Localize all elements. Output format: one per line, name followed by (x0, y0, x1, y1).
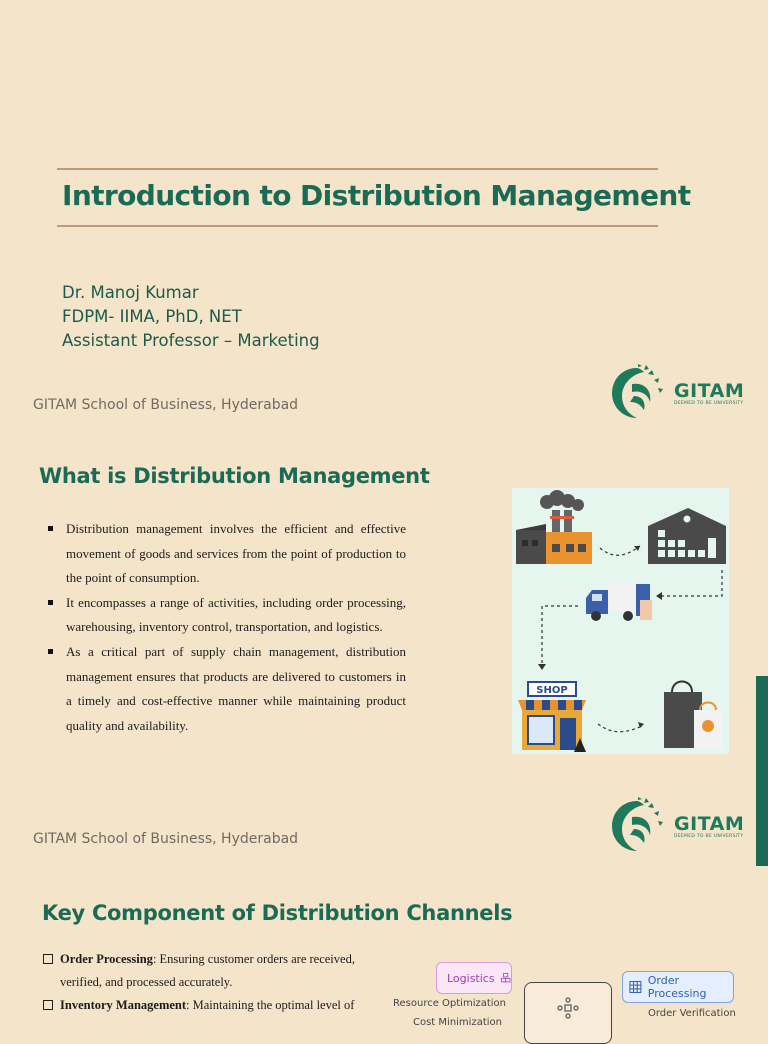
truck-icon (586, 584, 652, 621)
description: : Ensuring customer orders are received, verified, and processed accurately. (60, 952, 355, 989)
top-rule (57, 168, 658, 170)
gitam-logo (608, 797, 744, 855)
description: : Maintaining the optimal level of (186, 998, 355, 1012)
logo-tagline: DEEMED TO BE UNIVERSITY (674, 400, 744, 406)
shop-sign-label: SHOP (536, 685, 568, 696)
warehouse-icon (648, 508, 726, 564)
shop-icon (518, 682, 586, 752)
title-slide (0, 0, 768, 440)
logistics-chip (436, 962, 512, 994)
logo-wordmark: GITAM (674, 379, 745, 402)
table-icon (629, 980, 642, 994)
slide-heading: Key Component of Distribution Channels (42, 901, 513, 925)
component-list (42, 948, 372, 1017)
logo-wordmark: GITAM (674, 812, 745, 835)
boxes-icon (500, 970, 511, 986)
author-name: Dr. Manoj Kumar (62, 283, 199, 302)
bottom-rule (57, 225, 658, 227)
center-node (524, 982, 612, 1044)
slide-heading: What is Distribution Management (39, 464, 430, 488)
gitam-emblem-icon (608, 364, 666, 422)
order-verification-text: Order Verification (648, 1008, 736, 1019)
list-item: Distribution management involves the efficient and effective movement of goods and services from the point of production to the point of consumption. (48, 517, 406, 591)
logo-tagline: DEEMED TO BE UNIVERSITY (674, 833, 744, 839)
term: Order Processing (60, 952, 153, 966)
list-item (42, 994, 372, 1017)
gitam-logo (608, 364, 744, 422)
slide-footer: GITAM School of Business, Hyderabad (33, 831, 299, 847)
bullet-list (48, 517, 406, 738)
list-item (42, 948, 372, 994)
shopping-bags-icon (664, 682, 722, 751)
cost-minimization-text: Cost Minimization (413, 1017, 502, 1028)
gitam-emblem-icon (608, 797, 666, 855)
author-credentials: FDPM- IIMA, PhD, NET (62, 307, 242, 326)
supply-chain-illustration (512, 488, 729, 754)
slide-footer: GITAM School of Business, Hyderabad (33, 397, 299, 413)
author-role: Assistant Professor – Marketing (62, 331, 320, 350)
slide-title: Introduction to Distribution Management (62, 179, 691, 212)
logistics-label: Logistics (447, 971, 495, 985)
list-item: As a critical part of supply chain management, distribution management ensures that products are delivered to customers in a timely and cost-effective manner while maintaining product quality and availability. (48, 640, 406, 738)
term: Inventory Management (60, 998, 187, 1012)
author-block (62, 281, 320, 353)
order-processing-chip (622, 971, 734, 1003)
network-icon (557, 997, 579, 1019)
order-processing-label: Order Processing (647, 974, 707, 1000)
resource-optimization-text: Resource Optimization (393, 998, 507, 1009)
list-item: It encompasses a range of activities, including order processing, warehousing, inventory control, transportation, and logistics. (48, 591, 406, 640)
factory-icon (516, 490, 592, 564)
side-accent-bar (756, 676, 768, 866)
